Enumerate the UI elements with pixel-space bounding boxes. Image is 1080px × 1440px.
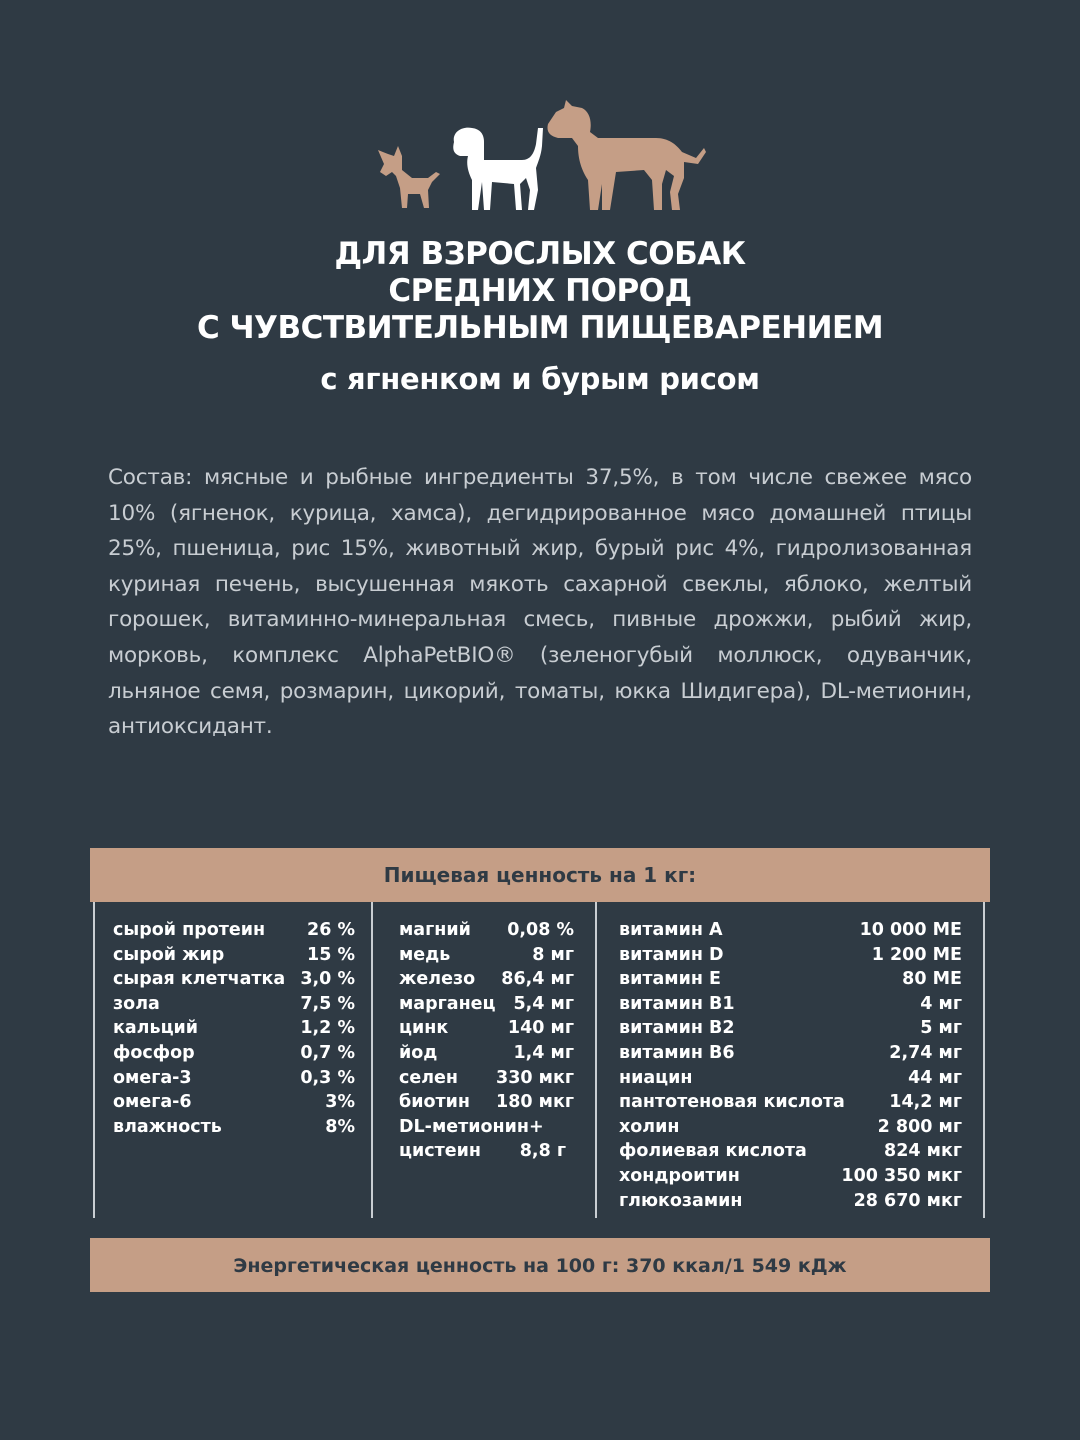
nutrient-row [113,1016,355,1041]
nutrient-name: йод [399,1042,438,1063]
nutrient-row [113,943,355,968]
nutrient-value: 824 мкг [884,1141,962,1162]
nutrient-value: 0,3 % [300,1067,355,1088]
nutrient-value: 330 мкг [496,1067,574,1088]
nutrient-name: зола [113,993,160,1014]
heading-line-1: ДЛЯ ВЗРОСЛЫХ СОБАК [334,236,746,272]
nutrient-value: 28 670 мкг [853,1190,962,1211]
nutrient-name: пантотеновая кислота [619,1092,845,1113]
nutrient-value: 86,4 мг [501,969,574,990]
nutrient-value: 100 350 мкг [841,1165,962,1186]
nutrient-value: 0,08 % [507,920,574,940]
nutrient-row [113,1115,355,1140]
nutrient-name: витамин D [619,944,724,965]
nutrient-value: 7,5 % [300,993,355,1014]
column-divider [983,902,985,1218]
nutrient-name: биотин [399,1092,470,1113]
nutrient-value: 3% [325,1092,355,1113]
nutrient-name: цистеин [399,1141,481,1162]
nutrient-value: 15 % [307,944,355,965]
nutrient-row [113,967,355,992]
column-divider [371,902,373,1218]
nutrient-row [399,1115,574,1140]
product-heading [0,236,1080,397]
nutrient-name: сырой жир [113,944,225,965]
nutrition-column-3 [619,918,962,1213]
nutrition-column-2 [399,918,574,1164]
nutrient-value: 44 мг [908,1067,962,1088]
medium-dog-icon [448,120,552,212]
nutrient-name: глюкозамин [619,1190,743,1211]
nutrient-row [399,1066,574,1091]
nutrient-name: влажность [113,1116,222,1137]
nutrition-column-1 [113,918,355,1139]
nutrient-value: 2,74 мг [889,1042,962,1063]
heading-subtitle: с ягненком и бурым рисом [320,362,760,396]
nutrient-row [399,967,574,992]
nutrient-row [399,992,574,1017]
nutrition-title-band [90,848,990,902]
nutrient-value: 26 % [307,920,355,940]
nutrient-value: 4 мг [920,993,962,1014]
nutrient-row [619,1066,962,1091]
nutrient-name: селен [399,1067,459,1088]
nutrient-row [113,918,355,943]
nutrient-name: железо [399,969,476,990]
nutrient-name: медь [399,944,451,965]
nutrient-row [619,1115,962,1140]
nutrient-name: ниацин [619,1067,693,1088]
nutrient-value: 8,8 г [519,1141,566,1162]
nutrient-name: цинк [399,1018,449,1039]
column-divider [93,902,95,1218]
nutrient-name: витамин E [619,969,721,990]
nutrient-value: 5 мг [920,1018,962,1039]
nutrient-value: 1,4 мг [513,1042,574,1063]
nutrient-name: кальций [113,1018,199,1039]
nutrient-name: фолиевая кислота [619,1141,807,1162]
nutrient-row [399,943,574,968]
nutrient-value: 10 000 МЕ [859,920,962,940]
nutrient-name: омега-3 [113,1067,192,1088]
nutrient-name: витамин B1 [619,993,735,1014]
column-divider [595,902,597,1218]
heading-line-2: СРЕДНИХ ПОРОД [388,273,692,309]
nutrient-name: витамин B6 [619,1042,735,1063]
nutrient-row [619,1139,962,1164]
nutrient-name: витамин A [619,920,723,940]
nutrient-name: омега-6 [113,1092,192,1113]
nutrient-value: 0,7 % [300,1042,355,1063]
nutrient-row [619,943,962,968]
nutrient-row [619,918,962,943]
composition-text: Состав: мясные и рыбные ингредиенты 37,5%, в том числе свежее мясо 10% (ягненок, курица, хамса), дегидрированное мясо домашней птицы 25%, пшеница, рис 15%, животный жир, бурый рис 4%, гидролизованная куриная печень, высушенная мякоть сахарной свеклы, яблоко, желтый горошек, витаминно-минеральная смесь, пивные дрожжи, рыбий жир, морковь, комплекс AlphaPetBIO® (зеленогубый моллюск, одуванчик, льняное семя, розмарин, цикорий, томаты, юкка Шидигера), DL-метионин, антиоксидант. [108,465,972,740]
nutrient-value: 2 800 мг [877,1116,962,1137]
nutrient-value: 80 МЕ [902,969,962,990]
nutrient-row [619,992,962,1017]
nutrient-row [113,1066,355,1091]
nutrition-title: Пищевая ценность на 1 кг: [383,863,697,887]
nutrient-row [619,1090,962,1115]
nutrient-row [619,1041,962,1066]
nutrient-value: 180 мкг [496,1092,574,1113]
nutrient-name: марганец [399,993,496,1014]
small-dog-icon [372,142,444,212]
nutrient-row [619,1016,962,1041]
nutrient-row [619,1189,962,1214]
nutrient-row [399,1090,574,1115]
nutrient-row [399,1016,574,1041]
nutrient-value: 8% [325,1116,355,1137]
nutrient-value: 14,2 мг [889,1092,962,1113]
nutrient-row [113,992,355,1017]
nutrient-row [619,1164,962,1189]
nutrient-row [619,967,962,992]
nutrient-name: DL-метионин+ [399,1116,544,1137]
large-dog-icon [544,98,706,212]
nutrient-name: хондроитин [619,1165,740,1186]
nutrient-name: фосфор [113,1042,195,1063]
nutrient-row [399,1041,574,1066]
nutrient-name: витамин B2 [619,1018,735,1039]
nutrient-row [399,1139,574,1164]
heading-line-3: С ЧУВСТВИТЕЛЬНЫМ ПИЩЕВАРЕНИЕМ [196,310,884,346]
energy-value: Энергетическая ценность на 100 г: 370 ккал/1 549 кДж [233,1255,847,1277]
dog-size-icons [0,90,1080,220]
nutrient-value: 1 200 МЕ [871,944,962,965]
nutrient-row [399,918,574,943]
nutrient-value: 3,0 % [300,969,355,990]
nutrient-name: холин [619,1116,680,1137]
nutrient-name: магний [399,920,471,940]
energy-band [90,1238,990,1292]
nutrient-value: 140 мг [507,1018,574,1039]
nutrient-row [113,1090,355,1115]
nutrient-name: сырая клетчатка [113,969,286,990]
nutrient-name: сырой протеин [113,920,266,940]
nutrient-value: 8 мг [532,944,574,965]
nutrient-value: 5,4 мг [513,993,574,1014]
nutrient-value: 1,2 % [300,1018,355,1039]
nutrient-row [113,1041,355,1066]
